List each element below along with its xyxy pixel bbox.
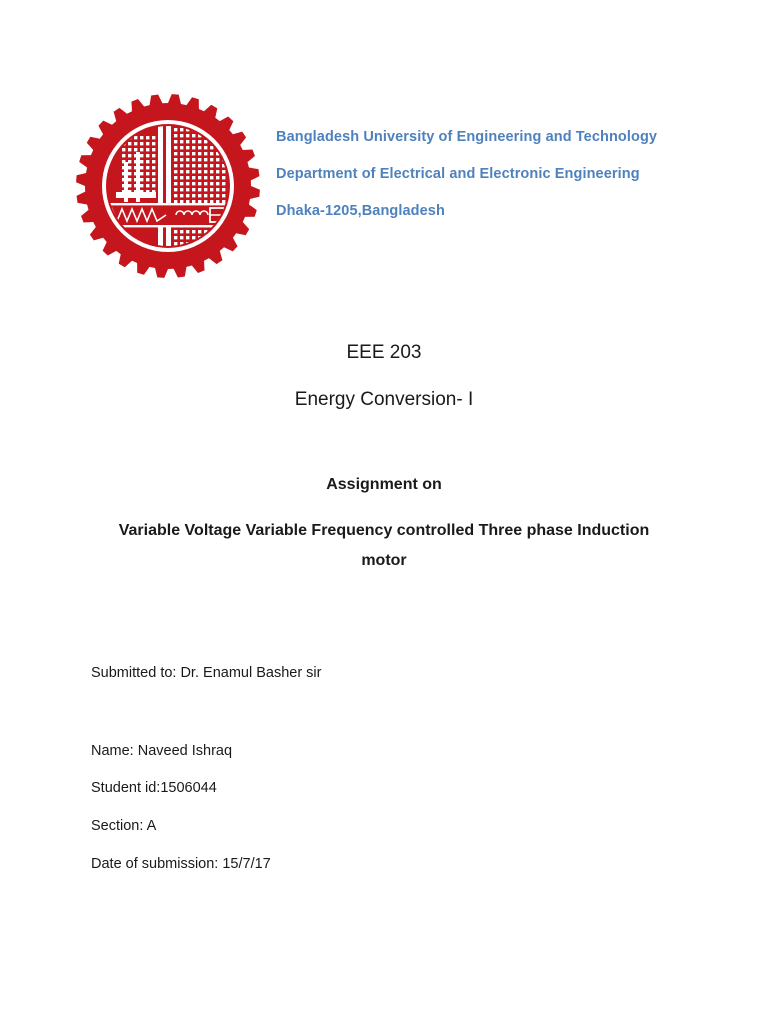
date-of-submission: Date of submission: 15/7/17 (91, 856, 271, 872)
assignment-title (0, 516, 768, 576)
section: Section: A (91, 818, 157, 834)
submitted-to: Submitted to: Dr. Enamul Basher sir (91, 665, 322, 681)
university-name: Bangladesh University of Engineering and Technology (276, 129, 658, 145)
assignment-title-line-1: Variable Voltage Variable Frequency controlled Three phase Induction (118, 522, 650, 539)
buet-gear-emblem-icon (76, 92, 260, 280)
assignment-heading: Assignment on (326, 476, 442, 493)
institution-address: Dhaka-1205,Bangladesh (276, 203, 445, 219)
student-name: Name: Naveed Ishraq (91, 743, 233, 759)
student-id: Student id:1506044 (91, 780, 217, 796)
course-code: EEE 203 (346, 342, 422, 363)
department-name: Department of Electrical and Electronic Engineering (276, 166, 640, 182)
assignment-title-line-2: motor (361, 552, 407, 569)
course-name: Energy Conversion- I (294, 389, 474, 410)
